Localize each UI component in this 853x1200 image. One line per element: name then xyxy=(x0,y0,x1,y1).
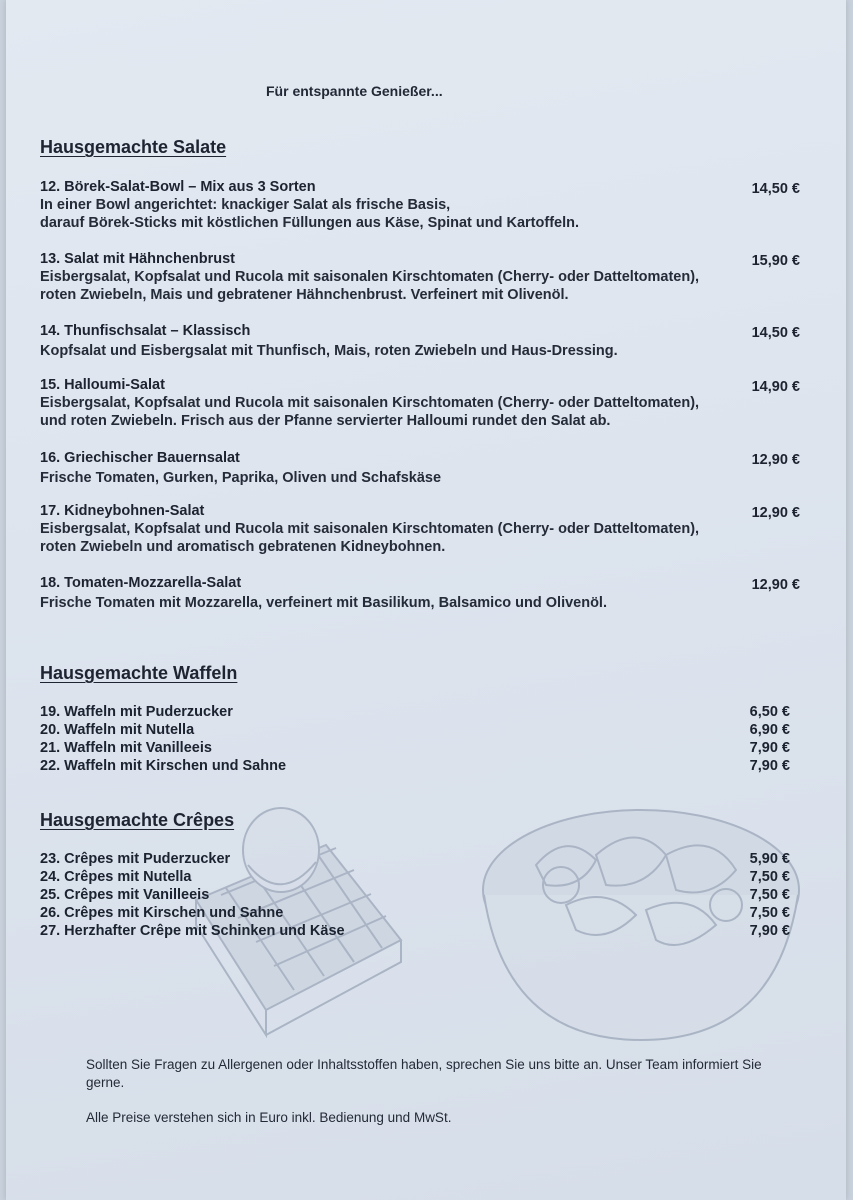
item-price: 7,90 € xyxy=(749,923,790,939)
item-name: 25. Crêpes mit Vanilleeis xyxy=(40,887,210,903)
item-price: 6,50 € xyxy=(749,704,790,720)
list-item xyxy=(40,868,790,886)
item-price: 14,50 € xyxy=(751,181,800,197)
item-price: 12,90 € xyxy=(751,505,800,521)
item-name: 14. Thunfischsalat – Klassisch xyxy=(40,323,251,339)
item-description: Eisbergsalat, Kopfsalat und Rucola mit saisonalen Kirschtomaten (Cherry- oder Datteltomaten), roten Zwiebeln, Mais und gebratener Hähnchenbrust. Verfeinert mit Olivenöl. xyxy=(40,269,700,303)
list-item xyxy=(40,721,790,739)
item-price: 5,90 € xyxy=(749,851,790,867)
menu-item xyxy=(40,376,800,430)
tagline: Für entspannte Genießer... xyxy=(266,83,443,99)
list-item xyxy=(40,904,790,922)
item-name: 12. Börek-Salat-Bowl – Mix aus 3 Sorten xyxy=(40,179,316,195)
menu-item xyxy=(40,322,800,360)
list-item xyxy=(40,703,790,721)
item-name: 23. Crêpes mit Puderzucker xyxy=(40,851,231,867)
item-price: 7,50 € xyxy=(749,887,790,903)
waffles-list xyxy=(40,703,790,775)
item-name: 24. Crêpes mit Nutella xyxy=(40,869,192,885)
item-price: 7,50 € xyxy=(749,905,790,921)
crepes-list xyxy=(40,850,790,940)
item-price: 6,90 € xyxy=(749,722,790,738)
item-name: 18. Tomaten-Mozzarella-Salat xyxy=(40,575,242,591)
item-price: 7,90 € xyxy=(749,758,790,774)
list-item xyxy=(40,850,790,868)
menu-item xyxy=(40,449,800,487)
list-item xyxy=(40,757,790,775)
price-note: Alle Preise verstehen sich in Euro inkl. Bedienung und MwSt. xyxy=(86,1110,452,1125)
item-description: Eisbergsalat, Kopfsalat und Rucola mit saisonalen Kirschtomaten (Cherry- oder Datteltomaten), und roten Zwiebeln. Frisch aus der Pfanne servierter Halloumi rundet den Salat ab. xyxy=(40,395,700,429)
item-price: 12,90 € xyxy=(751,452,800,468)
item-description: Kopfsalat und Eisbergsalat mit Thunfisch, Mais, roten Zwiebeln und Haus-Dressing. xyxy=(40,343,618,359)
section-title-salads: Hausgemachte Salate xyxy=(40,137,227,157)
item-description: Frische Tomaten mit Mozzarella, verfeinert mit Basilikum, Balsamico und Olivenöl. xyxy=(40,595,607,611)
item-name: 19. Waffeln mit Puderzucker xyxy=(40,704,233,720)
section-title-waffles: Hausgemachte Waffeln xyxy=(40,663,238,683)
menu-item xyxy=(40,250,800,304)
item-price: 14,50 € xyxy=(751,325,800,341)
item-name: 17. Kidneybohnen-Salat xyxy=(40,503,205,519)
item-name: 15. Halloumi-Salat xyxy=(40,377,165,393)
item-name: 21. Waffeln mit Vanilleeis xyxy=(40,740,212,756)
item-price: 12,90 € xyxy=(751,577,800,593)
list-item xyxy=(40,922,790,940)
item-description: Eisbergsalat, Kopfsalat und Rucola mit saisonalen Kirschtomaten (Cherry- oder Datteltomaten), roten Zwiebeln und aromatisch gebratenen Kidneybohnen. xyxy=(40,521,700,555)
allergen-note: Sollten Sie Fragen zu Allergenen oder Inhaltsstoffen haben, sprechen Sie uns bitte an. Unser Team informiert Sie gerne. xyxy=(86,1057,762,1090)
item-name: 26. Crêpes mit Kirschen und Sahne xyxy=(40,905,284,921)
item-name: 22. Waffeln mit Kirschen und Sahne xyxy=(40,758,287,774)
item-name: 13. Salat mit Hähnchenbrust xyxy=(40,251,235,267)
item-description: In einer Bowl angerichtet: knackiger Salat als frische Basis, darauf Börek-Sticks mit köstlichen Füllungen aus Käse, Spinat und Kartoffeln. xyxy=(40,197,580,231)
menu-page xyxy=(6,0,846,1200)
list-item xyxy=(40,739,790,757)
menu-item xyxy=(40,178,800,232)
item-price: 14,90 € xyxy=(751,379,800,395)
item-price: 7,90 € xyxy=(749,740,790,756)
menu-item xyxy=(40,502,800,556)
item-name: 16. Griechischer Bauernsalat xyxy=(40,450,240,466)
section-title-crepes: Hausgemachte Crêpes xyxy=(40,810,235,830)
list-item xyxy=(40,886,790,904)
menu-item xyxy=(40,574,800,612)
item-name: 27. Herzhafter Crêpe mit Schinken und Käse xyxy=(40,923,345,939)
item-name: 20. Waffeln mit Nutella xyxy=(40,722,195,738)
item-description: Frische Tomaten, Gurken, Paprika, Oliven und Schafskäse xyxy=(40,470,442,486)
item-price: 7,50 € xyxy=(749,869,790,885)
item-price: 15,90 € xyxy=(751,253,800,269)
